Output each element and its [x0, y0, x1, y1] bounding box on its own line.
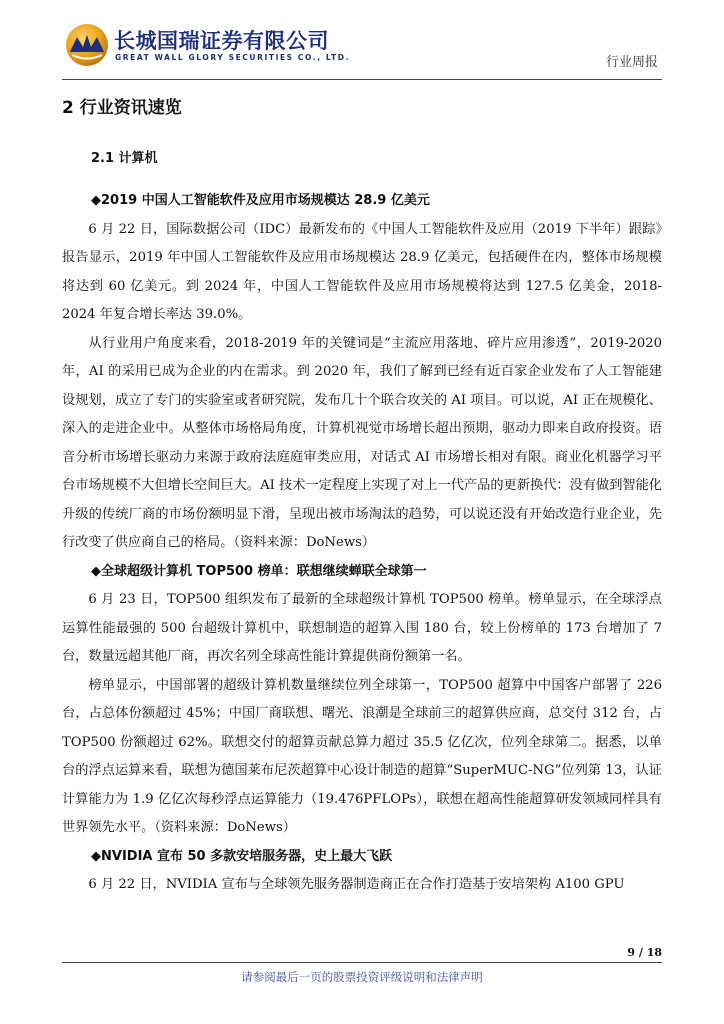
page-content — [62, 94, 662, 900]
article-headline: ◆NVIDIA 宣布 50 多款安培服务器，史上最大飞跃 — [91, 848, 393, 864]
article-paragraph: 从行业用户角度来看，2018-2019 年的关键词是“主流应用落地、碎片应用渗透”，2019-2020 年，AI 的采用已成为企业的内在需求。到 2020 年，我们了解到已经有近百家企业发布了人工智能建设规划，成立了专门的实验室或者研究院，发布几十个联合攻关的 AI 项目。可以说，AI 正在规模化、深入的走进企业中。从整体市场格局角度，计算机视觉市场增长超出预期，驱动力即来自政府投资。语音分析市场增长驱动力来源于政府法庭庭审类应用，对话式 AI 市场增长相对有限。商业化机器学习平台市场规模不大但增长空间巨大。AI 技术一定程度上实现了对上一代产品的更新换代：没有做到智能化升级的传统厂商的市场份额明显下滑，呈现出被市场淘汰的趋势，可以说还没有开始改造行业企业，先行改变了供应商自己的格局。（资料来源：DoNews） — [62, 335, 662, 550]
article-paragraph: 6 月 22 日，NVIDIA 宣布与全球领先服务器制造商正在合作打造基于安培架构 A100 GPU — [88, 877, 625, 892]
section-title: 2 行业资讯速览 — [62, 98, 182, 118]
report-type-label: 行业周报 — [605, 55, 658, 70]
article-paragraph: 榜单显示，中国部署的超级计算机数量继续位列全球第一，TOP500 超算中中国客户部署了 226 台，占总体份额超过 45%；中国厂商联想、曙光、浪潮是全球前三的超算供应商，总交付 312 台，占 TOP500 份额超过 62%。联想交付的超算贡献总算力超过 35.5 亿亿次，位列全球第二。据悉，以单台的浮点运算来看，联想为德国莱布尼茨超算中心设计制造的超算“SuperMUC-NG”位列第 13，认证计算能力为 1.9 亿亿次每秒浮点运算能力（19.476PFLOPs），联想在超高性能超算研发领域同样具有世界领先水平。（资料来源：DoNews） — [62, 677, 662, 835]
article-headline: ◆2019 中国人工智能软件及应用市场规模达 28.9 亿美元 — [91, 193, 430, 208]
company-name-cn: 长城国瑞证券有限公司 — [114, 29, 329, 53]
article-headline: ◆全球超级计算机 TOP500 榜单：联想继续蝉联全球第一 — [91, 563, 427, 579]
article-ai-market — [62, 187, 662, 558]
footer-divider — [62, 962, 662, 963]
article-paragraph: 6 月 22 日，国际数据公司（IDC）最新发布的《中国人工智能软件及应用（2019 下半年）跟踪》报告显示，2019 年中国人工智能软件及应用市场规模达 28.9 亿美元，包括硬件在内，整体市场规模将达到 60 亿美元。到 2024 年，中国人工智能软件及应用市场规模将达到 127.5 亿美金，2018-2024 年复合增长率达 39.0%。 — [62, 221, 662, 322]
footer-disclaimer: 请参阅最后一页的股票投资评级说明和法律声明 — [241, 970, 483, 984]
header-divider — [62, 79, 662, 80]
company-name-en: GREAT WALL GLORY SECURITIES CO., LTD. — [115, 53, 351, 62]
article-paragraph: 6 月 23 日，TOP500 组织发布了最新的全球超级计算机 TOP500 榜单。榜单显示，在全球浮点运算性能最强的 500 台超级计算机中，联想制造的超算入围 180 台，较上份榜单的 173 台增加了 7 台，数量远超其他厂商，再次名列全球高性能计算提供商份额第一名。 — [62, 592, 662, 664]
page-header — [0, 0, 724, 90]
company-logo-icon — [64, 22, 110, 68]
article-top500 — [62, 558, 662, 843]
page-number: 9 / 18 — [627, 946, 662, 959]
article-nvidia — [62, 843, 662, 900]
subsection-title: 2.1 计算机 — [91, 151, 158, 166]
